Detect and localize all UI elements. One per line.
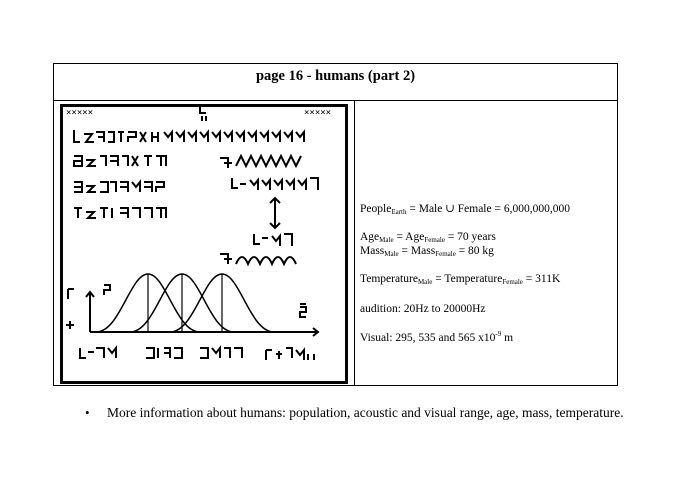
fact-mass: Mass$_{Male}$ = Mass$_{Female}$ = 80 kg: [360, 245, 494, 258]
glyph-drawing: [60, 104, 348, 384]
alien-glyph-cell: [54, 100, 355, 385]
glyph-row-right-2: [254, 234, 292, 246]
glyph-wave-bottom: [220, 254, 296, 264]
glyph-frame: [62, 106, 347, 383]
top-left-marks: ×××××: [66, 108, 94, 118]
fact-age: Age$_{Male}$ = Age$_{Female}$ = 70 years: [360, 231, 496, 244]
facts-cell: [354, 100, 617, 385]
bullet-symbol: •: [85, 405, 90, 420]
fact-visual: Visual: 295, 535 and 565 $x10^{-9}$ m: [360, 330, 514, 344]
glyph-illustration: [60, 104, 348, 384]
glyph-row-right: [232, 178, 318, 190]
fact-audition: audition: 20Hz to 20000Hz: [360, 303, 486, 315]
fact-people: People$_{Earth}$ = Male ∪ Female = 6,000,000,000: [360, 203, 570, 216]
bullet-text: More information about humans: population, acoustic and visual range, age, mass, temperature.: [107, 405, 624, 420]
graph-axis-glyphs: [80, 348, 314, 360]
top-center-glyph: [200, 107, 206, 121]
glyph-row-1: [74, 130, 304, 142]
double-arrow: [270, 198, 280, 228]
fact-temperature: Temperature$_{Male}$ = Temperature$_{Female}$ = 311K: [360, 273, 561, 286]
top-right-marks: ×××××: [304, 108, 332, 118]
table-title: page 16 - humans (part 2): [54, 64, 617, 101]
content-table: [53, 63, 618, 386]
spectrum-graph: [66, 274, 318, 336]
glyph-wave-top: [220, 156, 301, 168]
glyph-rows-left: [74, 156, 166, 218]
union-symbol: ∪: [445, 203, 455, 215]
